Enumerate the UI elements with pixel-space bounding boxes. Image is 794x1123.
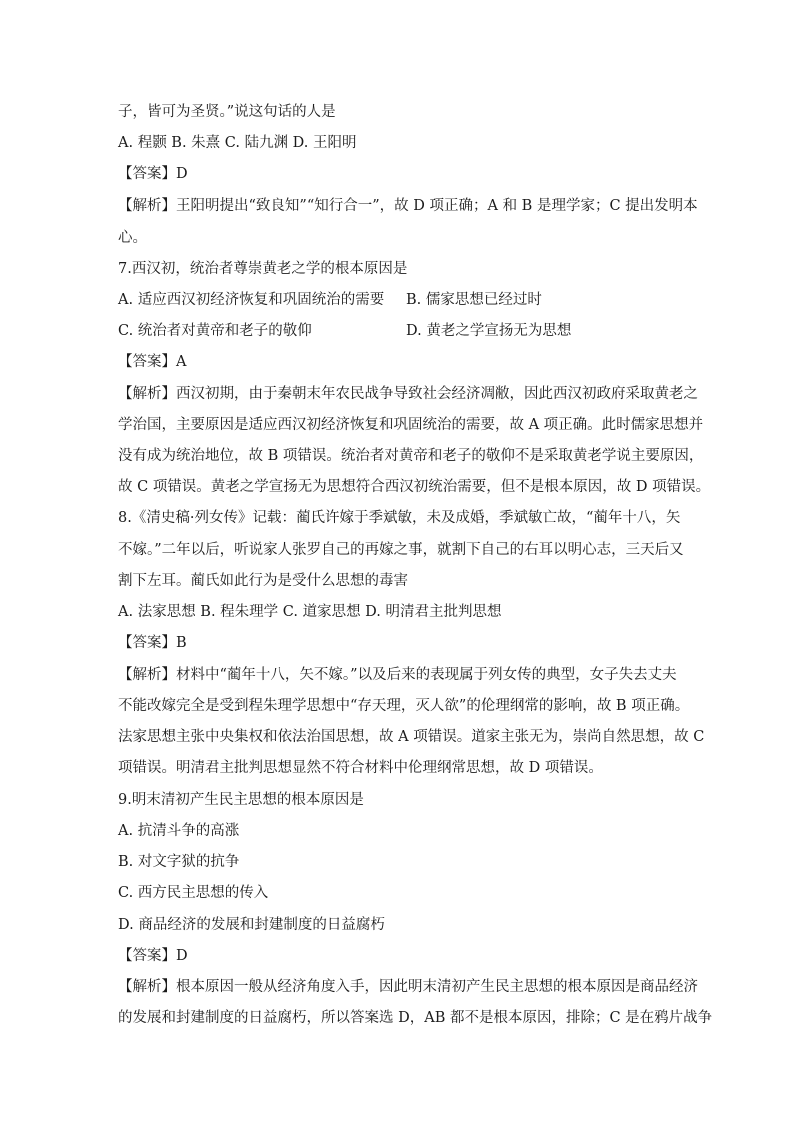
question-8-analysis-line-4: 项错误。明清君主批判思想显然不符合材料中伦理纲常思想，故 D 项错误。 [118, 760, 603, 776]
question-6-answer: 【答案】D [118, 166, 188, 182]
question-8-stem-line-3: 割下左耳。蔺氏如此行为是受什么思想的毒害 [118, 573, 408, 589]
question-9-analysis-line-1: 【解析】根本原因一般从经济角度入手，因此明末清初产生民主思想的根本原因是商品经济 [118, 979, 698, 995]
question-7-answer: 【答案】A [118, 354, 187, 370]
question-7-option-d: D. 黄老之学宣扬无为思想 [406, 323, 572, 339]
question-7-analysis-line-4: 故 C 项错误。黄老之学宣扬无为思想符合西汉初统治需要，但不是根本原因，故 D 项错误。 [118, 479, 711, 495]
question-8-analysis-line-3: 法家思想主张中央集权和依法治国思想，故 A 项错误。道家主张无为，崇尚自然思想，故 C [118, 729, 705, 745]
question-7-analysis-line-3: 没有成为统治地位，故 B 项错误。统治者对黄帝和老子的敬仰不是采取黄老学说主要原因， [118, 448, 704, 464]
question-9-option-a: A. 抗清斗争的高涨 [118, 823, 240, 839]
question-9-analysis-line-2: 的发展和封建制度的日益腐朽，所以答案选 D，AB 都不是根本原因，排除；C 是在鸦片战争 [118, 1010, 713, 1026]
question-7-analysis-line-2: 学治国，主要原因是适应西汉初经济恢复和巩固统治的需要，故 A 项正确。此时儒家思想并 [118, 417, 704, 433]
question-9-option-b: B. 对文字狱的抗争 [118, 854, 240, 870]
question-9-stem: 9.明末清初产生民主思想的根本原因是 [118, 792, 364, 808]
question-7-option-b: B. 儒家思想已经过时 [406, 292, 542, 308]
question-7-analysis-line-1: 【解析】西汉初期，由于秦朝末年农民战争导致社会经济凋敝，因此西汉初政府采取黄老之 [118, 386, 698, 402]
question-7-option-c: C. 统治者对黄帝和老子的敬仰 [118, 323, 312, 339]
question-8-options: A. 法家思想 B. 程朱理学 C. 道家思想 D. 明清君主批判思想 [118, 604, 502, 620]
question-6-options: A. 程颢 B. 朱熹 C. 陆九渊 D. 王阳明 [118, 135, 357, 151]
question-8-stem-line-1: 8.《清史稿·列女传》记载：蔺氏许嫁于季斌敏，未及成婚，季斌敏亡故，“蔺年十八，矢 [118, 510, 681, 526]
question-9-answer: 【答案】D [118, 948, 188, 964]
question-6-analysis-line-1: 【解析】王阳明提出“致良知”“知行合一”，故 D 项正确；A 和 B 是理学家；C 提出发明本 [118, 198, 698, 214]
question-8-analysis-line-2: 不能改嫁完全是受到程朱理学思想中“存天理，灭人欲”的伦理纲常的影响，故 B 项正确。 [118, 698, 690, 714]
question-7-option-a: A. 适应西汉初经济恢复和巩固统治的需要 [118, 292, 385, 308]
question-6-analysis-line-2: 心。 [118, 230, 147, 246]
question-8-analysis-line-1: 【解析】材料中“蔺年十八，矢不嫁。”以及后来的表现属于列女传的典型，女子失去丈夫 [118, 667, 677, 683]
question-8-answer: 【答案】B [118, 635, 187, 651]
question-7-stem: 7.西汉初，统治者尊崇黄老之学的根本原因是 [118, 261, 408, 277]
question-7-options-row-2 [118, 321, 684, 341]
question-7-options-row-1 [118, 290, 684, 310]
question-6-stem-end: 子，皆可为圣贤。”说这句话的人是 [118, 104, 336, 120]
question-9-option-c: C. 西方民主思想的传入 [118, 885, 269, 901]
question-8-stem-line-2: 不嫁。”二年以后，听说家人张罗自己的再嫁之事，就割下自己的右耳以明心志，三天后又 [118, 542, 684, 558]
question-9-option-d: D. 商品经济的发展和封建制度的日益腐朽 [118, 917, 385, 933]
